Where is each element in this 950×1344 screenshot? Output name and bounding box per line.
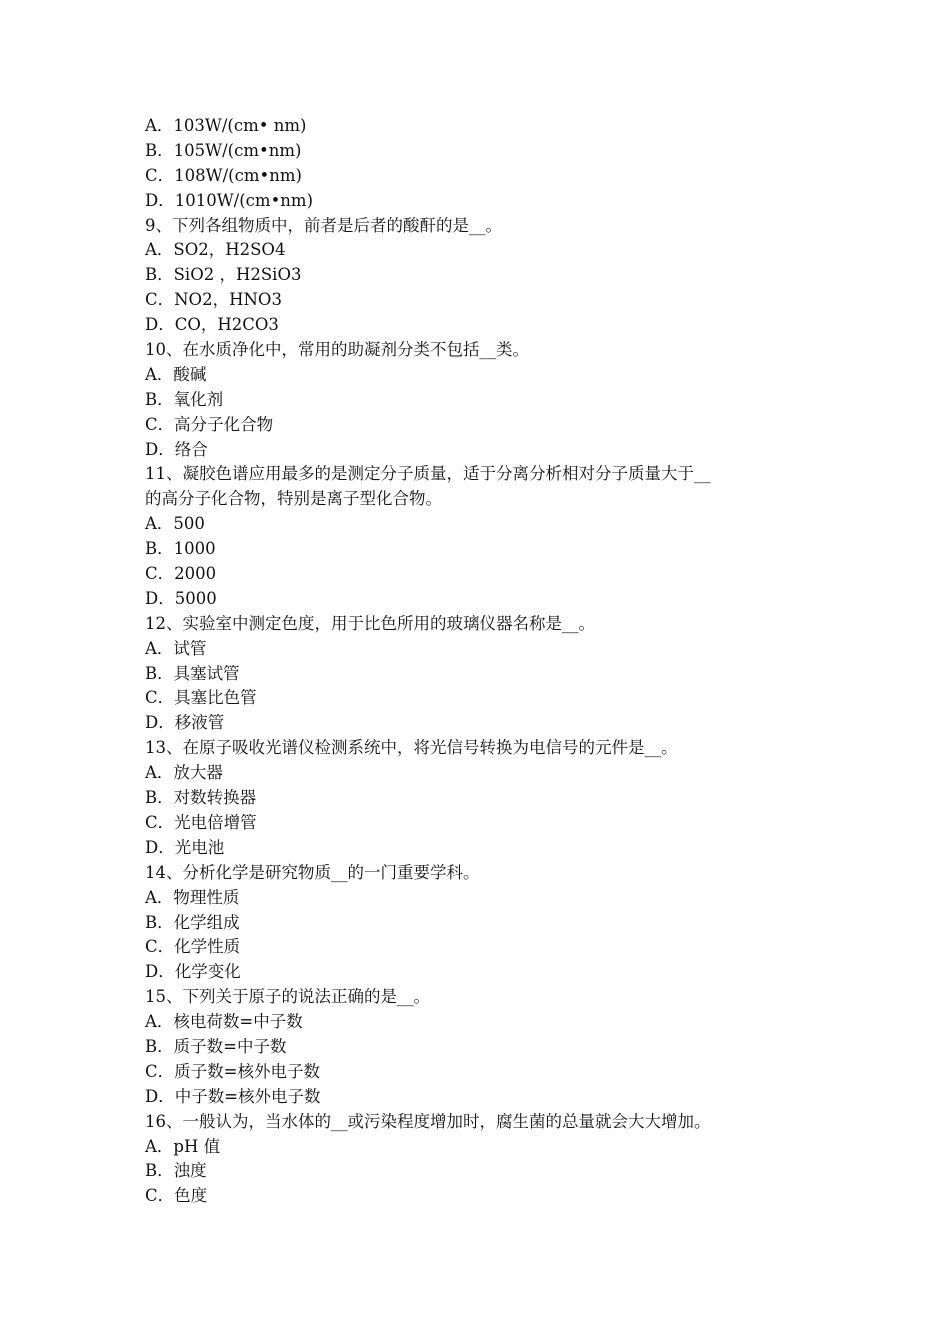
text-line: C．化学性质	[145, 937, 241, 957]
text-line: C．2000	[145, 564, 217, 584]
question-text-block	[145, 114, 825, 1209]
text-line: A．酸碱	[145, 364, 207, 384]
text-line: 11、凝胶色谱应用最多的是测定分子质量，适于分离分析相对分子质量大于__	[145, 464, 711, 484]
text-line: D．光电池	[145, 837, 225, 857]
text-line: D．CO，H2CO3	[145, 315, 279, 335]
text-line: 的高分子化合物，特别是离子型化合物。	[145, 489, 442, 509]
text-line: 12、实验室中测定色度，用于比色所用的玻璃仪器名称是__。	[145, 613, 595, 633]
text-line: B．105W/(cm•nm)	[145, 140, 302, 160]
text-line: B．化学组成	[145, 912, 240, 932]
text-line: D．1010W/(cm•nm)	[145, 190, 314, 210]
text-line: C．具塞比色管	[145, 688, 257, 708]
text-line: C．质子数=核外电子数	[145, 1061, 320, 1081]
text-line: A．物理性质	[145, 887, 240, 907]
text-line: C．高分子化合物	[145, 414, 274, 434]
text-line: D．中子数=核外电子数	[145, 1086, 321, 1106]
text-line: D．移液管	[145, 713, 225, 733]
text-line: A．试管	[145, 638, 207, 658]
text-line: 13、在原子吸收光谱仪检测系统中，将光信号转换为电信号的元件是__。	[145, 738, 678, 758]
text-line: 9、下列各组物质中，前者是后者的酸酐的是__。	[145, 215, 502, 235]
text-line: B．1000	[145, 539, 216, 559]
text-line: C．色度	[145, 1186, 208, 1206]
text-line: B．SiO2 ，H2SiO3	[145, 265, 302, 285]
text-line: C．108W/(cm•nm)	[145, 165, 302, 185]
text-line: B．对数转换器	[145, 788, 257, 808]
text-line: A．放大器	[145, 763, 223, 783]
text-line: B．具塞试管	[145, 663, 240, 683]
text-line: A．核电荷数=中子数	[145, 1012, 303, 1032]
text-line: C．光电倍增管	[145, 812, 257, 832]
text-line: D．5000	[145, 588, 217, 608]
text-line: B．浊度	[145, 1161, 207, 1181]
text-line: B．质子数=中子数	[145, 1036, 287, 1056]
text-line: C．NO2，HNO3	[145, 290, 282, 310]
text-line: D．络合	[145, 439, 208, 459]
text-line: A．SO2，H2SO4	[145, 240, 286, 260]
text-line: A．103W/(cm• nm)	[145, 116, 307, 135]
text-line: 10、在水质净化中，常用的助凝剂分类不包括__类。	[145, 340, 529, 360]
text-line: 14、分析化学是研究物质__的一门重要学科。	[145, 862, 480, 882]
text-line: D．化学变化	[145, 962, 241, 982]
text-line: A．pH 值	[145, 1136, 221, 1156]
text-line: 15、下列关于原子的说法正确的是__。	[145, 987, 430, 1007]
text-line: 16、一般认为，当水体的__或污染程度增加时，腐生菌的总量就会大大增加。	[145, 1111, 711, 1131]
text-line: A．500	[145, 514, 205, 534]
text-line: B．氧化剂	[145, 389, 224, 409]
